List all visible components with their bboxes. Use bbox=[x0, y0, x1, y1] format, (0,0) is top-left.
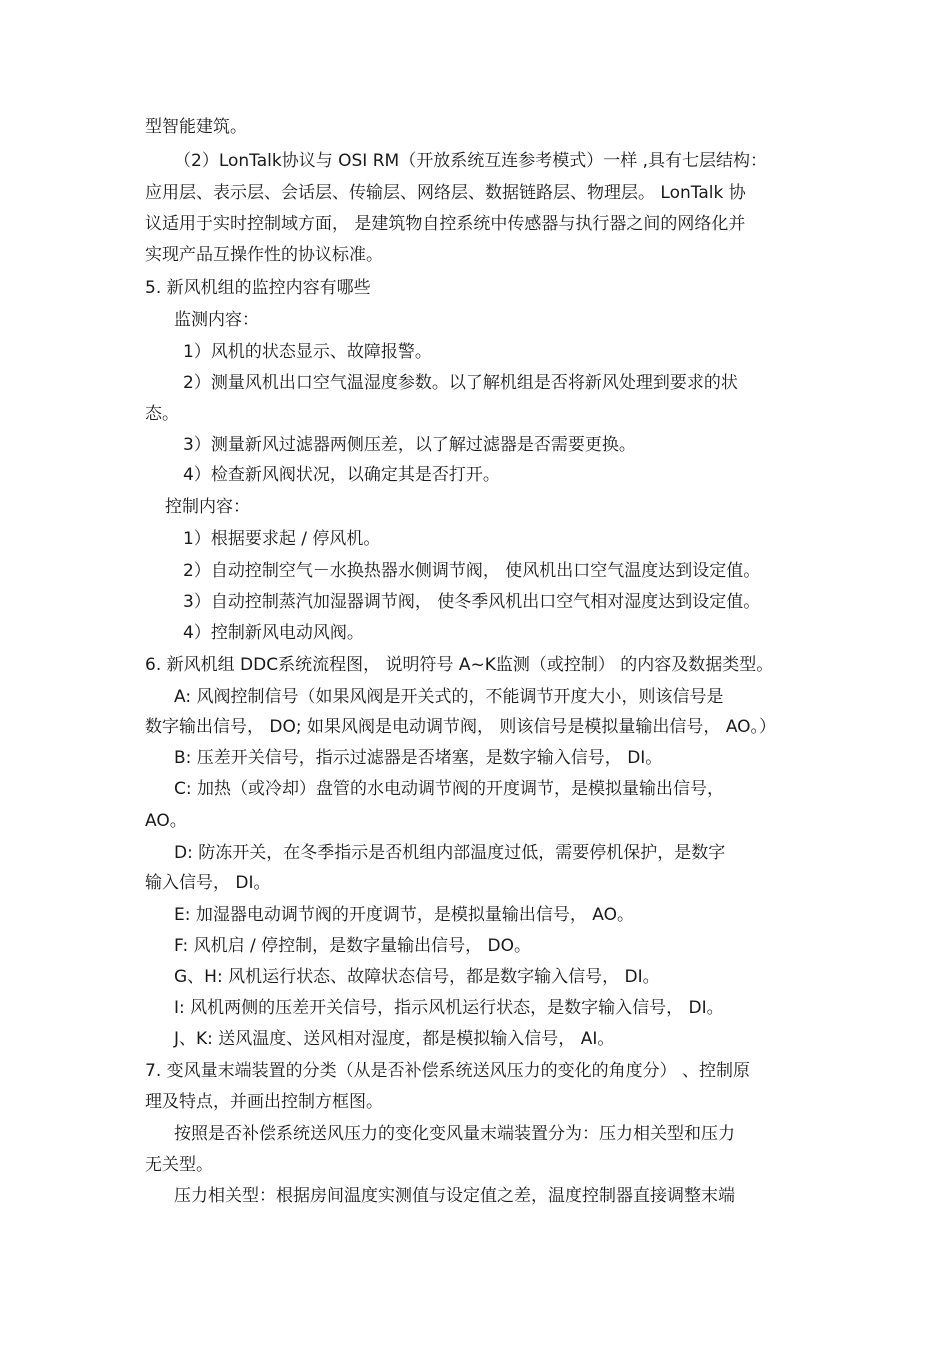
list-item: 2）自动控制空气－水换热器水侧调节阀， 使风机出口空气温度达到设定值。 bbox=[183, 561, 761, 581]
text-line: 应用层、表示层、会话层、传输层、网络层、数据链路层、物理层。 LonTalk 协 bbox=[145, 183, 746, 203]
list-item: G、H: 风机运行状态、故障状态信号，都是数字输入信号， DI。 bbox=[174, 967, 660, 987]
list-item: 1）根据要求起 / 停风机。 bbox=[183, 529, 381, 549]
list-item: C: 加热（或冷却）盘管的水电动调节阀的开度调节，是模拟量输出信号， bbox=[174, 779, 725, 799]
text-line: 型智能建筑。 bbox=[145, 117, 247, 137]
list-item: E: 加湿器电动调节阀的开度调节，是模拟量输出信号， AO。 bbox=[174, 905, 634, 925]
section-heading: 5. 新风机组的监控内容有哪些 bbox=[145, 278, 371, 298]
sub-heading: 监测内容： bbox=[174, 310, 259, 330]
text-line: 输入信号， DI。 bbox=[145, 873, 271, 893]
list-item: A: 风阀控制信号（如果风阀是开关式的，不能调节开度大小，则该信号是 bbox=[174, 687, 724, 707]
text-line: 无关型。 bbox=[145, 1155, 213, 1175]
list-item: 3）测量新风过滤器两侧压差，以了解过滤器是否需要更换。 bbox=[183, 435, 636, 455]
text-line: （2）LonTalk协议与 OSI RM（开放系统互连参考模式）一样 ,具有七层结构： bbox=[174, 151, 767, 171]
list-item: 3）自动控制蒸汽加湿器调节阀， 使冬季风机出口空气相对湿度达到设定值。 bbox=[183, 592, 761, 612]
text-line: 理及特点，并画出控制方框图。 bbox=[145, 1092, 383, 1112]
text-line: 压力相关型：根据房间温度实测值与设定值之差，温度控制器直接调整末端 bbox=[174, 1186, 735, 1206]
list-item: F: 风机启 / 停控制，是数字量输出信号， DO。 bbox=[174, 936, 531, 956]
sub-heading: 控制内容： bbox=[165, 497, 250, 517]
list-item: D: 防冻开关，在冬季指示是否机组内部温度过低，需要停机保护，是数字 bbox=[174, 843, 726, 863]
text-line: AO。 bbox=[145, 811, 187, 831]
section-heading: 7. 变风量末端装置的分类（从是否补偿系统送风压力的变化的角度分） 、控制原 bbox=[145, 1061, 751, 1081]
list-item: 4）控制新风电动风阀。 bbox=[183, 623, 364, 643]
text-line: 态。 bbox=[145, 404, 179, 424]
list-item: 2）测量风机出口空气温湿度参数。以了解机组是否将新风处理到要求的状 bbox=[183, 373, 738, 393]
list-item: J、K: 送风温度、送风相对湿度，都是模拟输入信号， AI。 bbox=[174, 1029, 615, 1049]
section-heading: 6. 新风机组 DDC系统流程图， 说明符号 A~K监测（或控制） 的内容及数据类型。 bbox=[145, 655, 774, 675]
list-item: 1）风机的状态显示、故障报警。 bbox=[183, 342, 432, 362]
text-line: 数字输出信号， DO; 如果风阀是电动调节阀， 则该信号是模拟量输出信号， AO。） bbox=[145, 717, 777, 737]
text-line: 议适用于实时控制域方面， 是建筑物自控系统中传感器与执行器之间的网络化并 bbox=[145, 214, 746, 234]
list-item: B: 压差开关信号，指示过滤器是否堵塞，是数字输入信号， DI。 bbox=[174, 748, 663, 768]
list-item: 4）检查新风阀状况，以确定其是否打开。 bbox=[183, 465, 500, 485]
text-line: 实现产品互操作性的协议标准。 bbox=[145, 245, 383, 265]
text-line: 按照是否补偿系统送风压力的变化变风量末端装置分为：压力相关型和压力 bbox=[174, 1124, 735, 1144]
list-item: I: 风机两侧的压差开关信号，指示风机运行状态，是数字输入信号， DI。 bbox=[174, 998, 724, 1018]
